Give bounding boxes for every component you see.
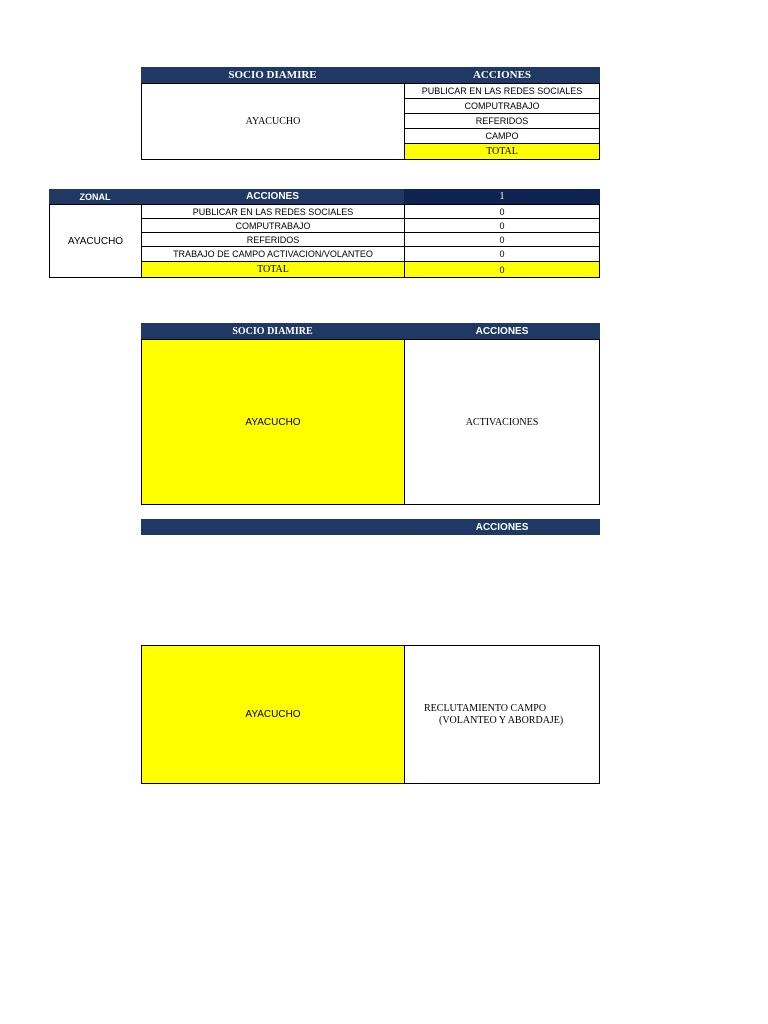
table-2-action-2: COMPUTRABAJO: [141, 218, 405, 233]
table-3: [141, 323, 600, 505]
table-2-total-label: TOTAL: [141, 261, 405, 278]
table-2-header-zonal: ZONAL: [49, 189, 141, 204]
table-4: [141, 645, 600, 784]
table-1-total: TOTAL: [404, 143, 600, 160]
table-2-header-col-1: 1: [404, 189, 600, 204]
table-2-value-2: 0: [404, 218, 600, 233]
table-3-header-socio: SOCIO DIAMIRE: [141, 323, 404, 339]
table-2-action-1: PUBLICAR EN LAS REDES SOCIALES: [141, 204, 405, 219]
table-4-action-line-1: RECLUTAMIENTO CAMPO: [424, 702, 547, 714]
table-1: [141, 67, 600, 160]
table-1-action-2: COMPUTRABAJO: [404, 98, 600, 114]
table-4-action-line-2: (VOLANTEO Y ABORDAJE): [439, 714, 564, 726]
table-4-header-bar: [141, 519, 600, 535]
table-2-action-3: REFERIDOS: [141, 232, 405, 247]
table-4-zone-cell: AYACUCHO: [141, 645, 405, 784]
table-2: [49, 189, 600, 278]
table-2-zone-cell: AYACUCHO: [49, 204, 142, 278]
table-1-action-4: CAMPO: [404, 128, 600, 144]
table-1-action-3: REFERIDOS: [404, 113, 600, 129]
table-4-action-cell: [404, 645, 600, 784]
table-4-header-acciones: ACCIONES: [404, 519, 600, 535]
table-1-header-acciones: ACCIONES: [404, 67, 600, 83]
table-2-value-4: 0: [404, 246, 600, 262]
table-3-header-acciones: ACCIONES: [404, 323, 600, 339]
table-1-action-1: PUBLICAR EN LAS REDES SOCIALES: [404, 83, 600, 99]
table-2-value-1: 0: [404, 204, 600, 219]
table-2-total-value: 0: [404, 261, 600, 278]
table-1-zone-cell: AYACUCHO: [141, 83, 405, 160]
table-1-header-socio: SOCIO DIAMIRE: [141, 67, 404, 83]
table-2-header-acciones: ACCIONES: [141, 189, 404, 204]
table-3-zone-cell: AYACUCHO: [141, 339, 405, 505]
table-2-value-3: 0: [404, 232, 600, 247]
table-2-action-4: TRABAJO DE CAMPO ACTIVACION/VOLANTEO: [141, 246, 405, 262]
table-4-header-blank: [141, 519, 404, 535]
table-3-action-cell: ACTIVACIONES: [404, 339, 600, 505]
